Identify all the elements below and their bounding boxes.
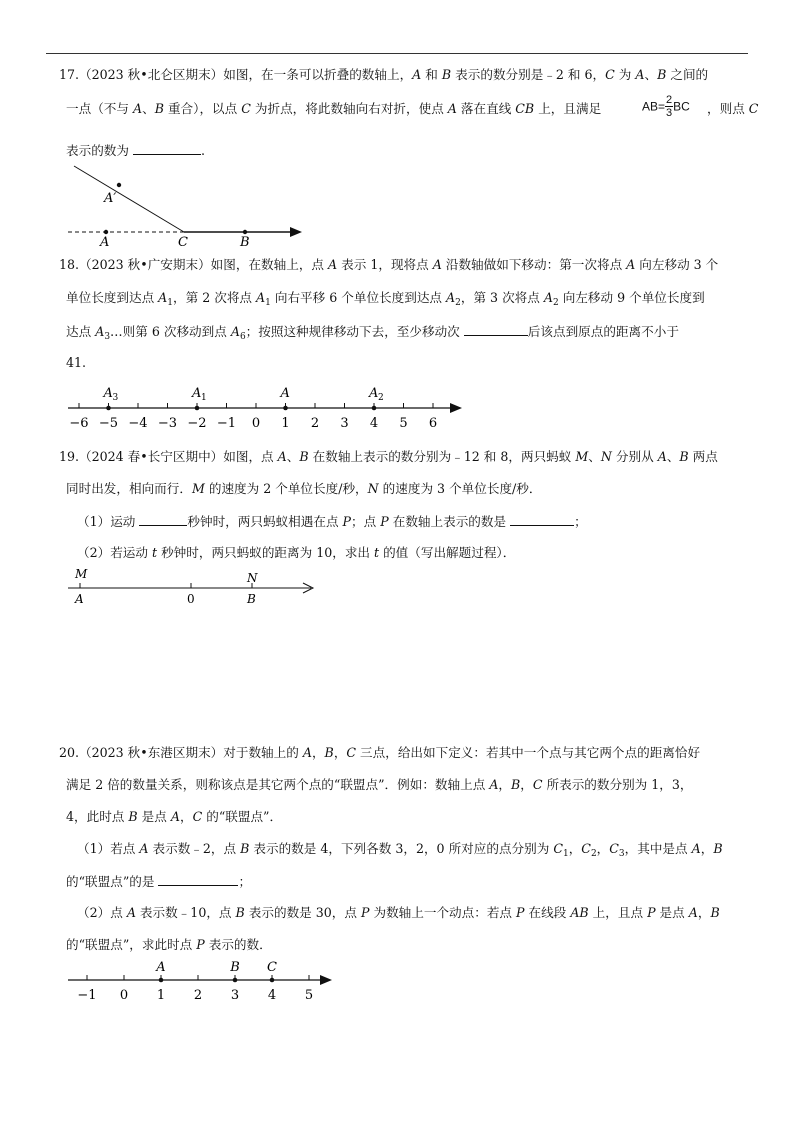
q20-point-label: C <box>267 960 277 975</box>
q18-point-label-sub: 1 <box>201 393 207 403</box>
q18-tick-label: 6 <box>428 416 438 431</box>
q18-point-label: A <box>280 386 290 401</box>
q18-point-label: A <box>103 386 113 401</box>
q20-point <box>270 978 275 983</box>
q18-tick-label: −6 <box>69 416 89 431</box>
q19-label-b: B <box>247 592 256 606</box>
q18-point-label-sub: 3 <box>112 393 119 403</box>
q18-point-label-sub: 2 <box>378 393 384 403</box>
q20-point <box>233 978 238 983</box>
q19-blank-position[interactable] <box>510 512 574 526</box>
q17-line-2-end: ，则点 C <box>707 101 759 116</box>
q20-tick-label: 2 <box>193 988 203 1003</box>
q18-tick-label: 5 <box>399 416 408 431</box>
q19-label-zero: 0 <box>187 592 195 606</box>
q18-tick-label: −3 <box>157 416 178 431</box>
q19-label-a: A <box>75 592 84 606</box>
q20-point <box>159 978 164 983</box>
q19-line-2: 同时出发，相向而行．M 的速度为 2 个单位长度/秒，N 的速度为 3 个单位长度/秒． <box>66 481 542 496</box>
q19-line-1: 19.（2024 春•长宁区期中）如图，点 A、B 在数轴上表示的数分别为﹣12 和 8，两只蚂蚁 M、N 分别从 A、B 两点 <box>59 449 718 464</box>
q20-point-label: B <box>230 960 240 975</box>
q19-number-line <box>66 566 326 606</box>
q17-label-b: B <box>240 235 250 250</box>
q20-line-1: 20.（2023 秋•东港区期末）对于数轴上的 A，B，C 三点，给出如下定义：若其中一个点与其它两个点的距离恰好 <box>59 745 701 760</box>
q19-label-n: N <box>247 571 258 585</box>
q20-tick-label: 3 <box>230 988 240 1003</box>
q18-axis-arrow <box>450 403 462 413</box>
q17-line-1: 17.（2023 秋•北仑区期末）如图，在一条可以折叠的数轴上，A 和 B 表示的数分别是﹣2 和 6，C 为 A、B 之间的 <box>59 67 709 82</box>
q20-part-1-cont: 的“联盟点”的是 ； <box>66 874 252 889</box>
q20-number-line <box>66 956 346 1006</box>
q18-point <box>283 406 288 411</box>
q20-answer-blank[interactable] <box>158 872 238 886</box>
q17-label-c: C <box>178 235 188 250</box>
q18-line-3: 达点 $A_3\dots$则第 6 次移动到点 $A_6$；按照这种规律移动下去，至少移动次 后该点到原点的距离不小于 <box>66 324 679 342</box>
q18-tick-label: −1 <box>216 416 237 431</box>
q18-line-1: 18.（2023 秋•广安期末）如图，在数轴上，点 A 表示 1，现将点 A 沿数轴做如下移动：第一次将点 A 向左移动 3 个 <box>59 257 719 272</box>
q20-point-label: A <box>156 960 166 975</box>
header-rule <box>46 53 748 54</box>
q17-folded-axis <box>74 166 184 232</box>
q17-line-2: 一点（不与 A、B 重合），以点 C 为折点，将此数轴向右对折，使点 A 落在直线 CB 上，且满足 <box>66 101 602 116</box>
q19-label-m: M <box>75 567 88 581</box>
q19-blank-time[interactable] <box>139 512 187 526</box>
q20-tick-label: 4 <box>267 988 277 1003</box>
q18-tick-label: 2 <box>310 416 320 431</box>
q18-number-line <box>66 382 466 434</box>
q18-point <box>372 406 377 411</box>
q18-tick-label: 1 <box>281 416 290 431</box>
q17-answer-blank[interactable] <box>133 141 201 155</box>
q18-point <box>106 406 111 411</box>
q20-axis-arrow <box>320 975 332 985</box>
q18-tick-label: 0 <box>251 416 261 431</box>
q19-part-1: （1）运动 秒钟时，两只蚂蚁相遇在点 P；点 P 在数轴上表示的数是 ； <box>77 514 587 529</box>
q17-formula: AB= $\frac{2}{3}$ BC <box>642 94 690 119</box>
q20-tick-label: 0 <box>119 988 129 1003</box>
q18-point <box>195 406 200 411</box>
q17-axis-arrow <box>290 227 302 237</box>
q18-line-2: 单位长度到达点 $A_1$，第 2 次将点 $A_1$ 向右平移 6 个单位长度到达点 $A_2$，第 3 次将点 $A_2$ 向左移动 9 个单位长度到 <box>66 290 705 308</box>
q18-point-label: A <box>192 386 202 401</box>
q17-point-a <box>104 230 108 234</box>
q18-point-label: A <box>369 386 379 401</box>
q18-tick-label: 4 <box>369 416 379 431</box>
q18-line-4: 41. <box>66 355 87 370</box>
q17-point-b <box>243 230 247 234</box>
q18-tick-label: −2 <box>187 416 207 431</box>
q17-label-a-prime: A′ <box>104 191 117 206</box>
q18-tick-label: −5 <box>98 416 119 431</box>
q17-label-a: A <box>100 235 110 250</box>
q20-line-3: 4，此时点 B 是点 A，C 的“联盟点”． <box>66 809 283 824</box>
q20-tick-label: −1 <box>77 988 97 1003</box>
q18-tick-label: 3 <box>340 416 349 431</box>
q17-point-a-prime <box>117 183 121 187</box>
q18-answer-blank[interactable] <box>464 322 528 336</box>
q18-tick-label: −4 <box>128 416 148 431</box>
q17-figure <box>60 158 310 250</box>
q17-line-3: 表示的数为 . <box>66 143 205 158</box>
q20-part-1: （1）若点 A 表示数﹣2，点 B 表示的数是 4，下列各数 3，2，0 所对应的点分别为 $C_1$，$C_2$，$C_3$，其中是点 A，B <box>77 841 723 859</box>
q20-tick-label: 5 <box>304 988 314 1003</box>
q20-tick-label: 1 <box>156 988 166 1003</box>
q20-part-2: （2）点 A 表示数﹣10，点 B 表示的数是 30，点 P 为数轴上一个动点：若点 P 在线段 AB 上，且点 P 是点 A，B <box>77 905 720 920</box>
q20-line-2: 满足 2 倍的数量关系，则称该点是其它两个点的“联盟点”．例如：数轴上点 A，B，C 所表示的数分别为 1，3， <box>66 777 693 792</box>
q19-part-2: （2）若运动 t 秒钟时，两只蚂蚁的距离为 10，求出 t 的值（写出解题过程）． <box>77 545 516 560</box>
q20-part-2-cont: 的“联盟点”，求此时点 P 表示的数． <box>66 937 272 952</box>
